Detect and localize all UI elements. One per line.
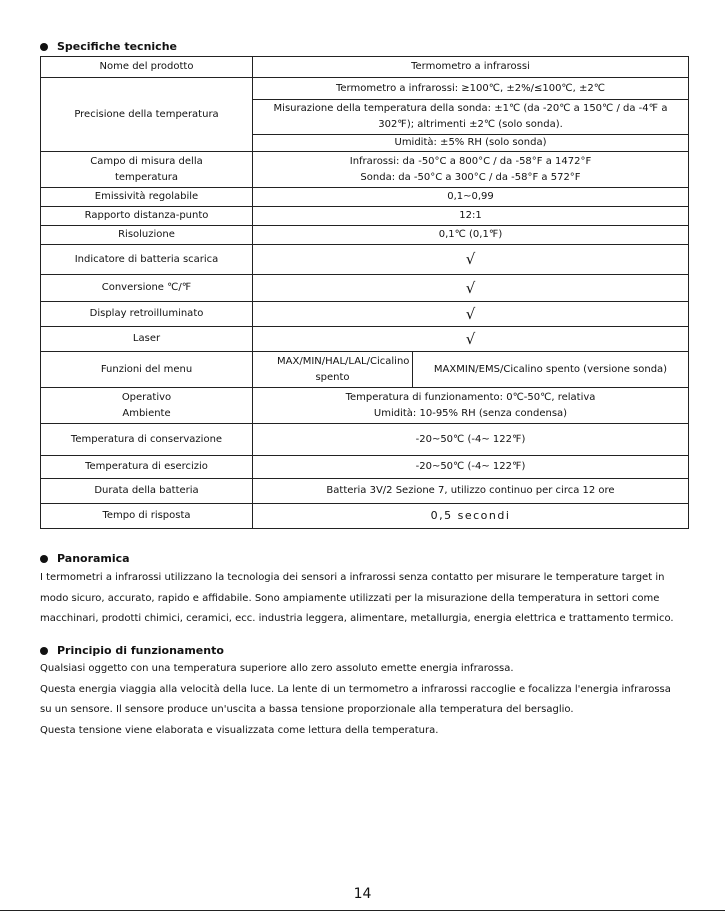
specs-heading-text: Specifiche tecniche [57,40,177,53]
table-row [41,57,689,78]
value-line: Temperatura di funzionamento: 0℃-50℃, relativa [345,391,596,403]
table-row [41,78,689,100]
checkmark-icon: √ [253,245,689,275]
checkmark-icon: √ [253,327,689,352]
table-row [41,424,689,456]
row-label: Rapporto distanza-punto [41,207,253,226]
bullet-icon [40,43,48,51]
principle-heading [40,644,224,658]
table-row [41,152,689,188]
row-value: -20~50℃ (-4~ 122℉) [253,424,689,456]
row-value: 0,1℃ (0,1℉) [253,226,689,245]
specs-heading [40,40,177,54]
principle-body [40,659,680,741]
table-row [41,456,689,479]
row-value: MAX/MIN/HAL/LAL/Cicalino spento [253,352,413,388]
row-label: Campo di misura della temperatura [41,152,253,188]
row-value: Batteria 3V/2 Sezione 7, utilizzo continuo per circa 12 ore [253,479,689,504]
checkmark-icon: √ [253,275,689,302]
table-row [41,327,689,352]
row-label: Durata della batteria [41,479,253,504]
table-row [41,207,689,226]
bullet-icon [40,647,48,655]
row-label: Risoluzione [41,226,253,245]
table-row [41,245,689,275]
table-row [41,352,689,388]
overview-heading-text: Panoramica [57,552,130,565]
row-value: Misurazione della temperatura della sonda: ±1℃ (da -20℃ a 150℃ / da -4℉ a 302℉); altrimenti ±2℃ (solo sonda). [253,100,689,135]
row-label: Funzioni del menu [41,352,253,388]
row-label: Precisione della temperatura [41,78,253,152]
principle-line: Questa energia viaggia alla velocità della luce. La lente di un termometro a infrarossi raccoglie e focalizza l'energia infrarossa su un sensore. Il sensore produce un'uscita a bassa tensione proporzionale alla temperatura del bersaglio. [40,683,671,715]
bullet-icon [40,555,48,563]
table-row [41,275,689,302]
row-label: Emissività regolabile [41,188,253,207]
table-row [41,504,689,529]
specs-table [40,56,689,529]
principle-line: Questa tensione viene elaborata e visualizzata come lettura della temperatura. [40,724,439,736]
row-value: Termometro a infrarossi [253,57,689,78]
table-row [41,188,689,207]
table-row [41,388,689,424]
page-number: 14 [353,886,372,902]
value-line: Sonda: da -50°C a 300°C / da -58°F a 572°F [360,171,581,183]
row-label: Temperatura di esercizio [41,456,253,479]
table-row [41,302,689,327]
table-row [41,226,689,245]
value-line: Infrarossi: da -50°C a 800°C / da -58°F a 1472°F [349,155,592,167]
row-value [253,152,689,188]
checkmark-icon: √ [253,302,689,327]
row-label: Indicatore di batteria scarica [41,245,253,275]
row-label: Temperatura di conservazione [41,424,253,456]
row-label: Display retroilluminato [41,302,253,327]
row-label: Conversione ℃/℉ [41,275,253,302]
principle-heading-text: Principio di funzionamento [57,644,224,657]
row-value: 0,1~0,99 [253,188,689,207]
principle-line: Qualsiasi oggetto con una temperatura superiore allo zero assoluto emette energia infrarossa. [40,663,514,674]
row-value: Termometro a infrarossi: ≥100℃, ±2%/≤100℃, ±2℃ [253,78,689,100]
row-label: Tempo di risposta [41,504,253,529]
row-value: Umidità: ±5% RH (solo sonda) [253,135,689,152]
overview-paragraph: I termometri a infrarossi utilizzano la tecnologia dei sensori a infrarossi senza contatto per misurare le temperature target in modo sicuro, accurato, rapido e affidabile. Sono ampiamente utilizzati per la misurazione della temperatura in settori come macchinari, prodotti chimici, ceramici, ecc. industria leggera, alimentare, metallurgia, energia elettrica e trattamento termico. [40,572,674,624]
row-label: Laser [41,327,253,352]
overview-heading [40,552,130,566]
row-value: MAXMIN/EMS/Cicalino spento (versione sonda) [413,352,689,388]
row-label: Operativo Ambiente [41,388,253,424]
value-line: Umidità: 10-95% RH (senza condensa) [373,407,568,419]
table-row [41,479,689,504]
row-value: 12:1 [253,207,689,226]
row-label: Nome del prodotto [41,57,253,78]
row-value: 0,5 secondi [253,504,689,529]
row-value [253,388,689,424]
row-value: -20~50℃ (-4~ 122℉) [253,456,689,479]
bottom-divider [0,910,725,911]
